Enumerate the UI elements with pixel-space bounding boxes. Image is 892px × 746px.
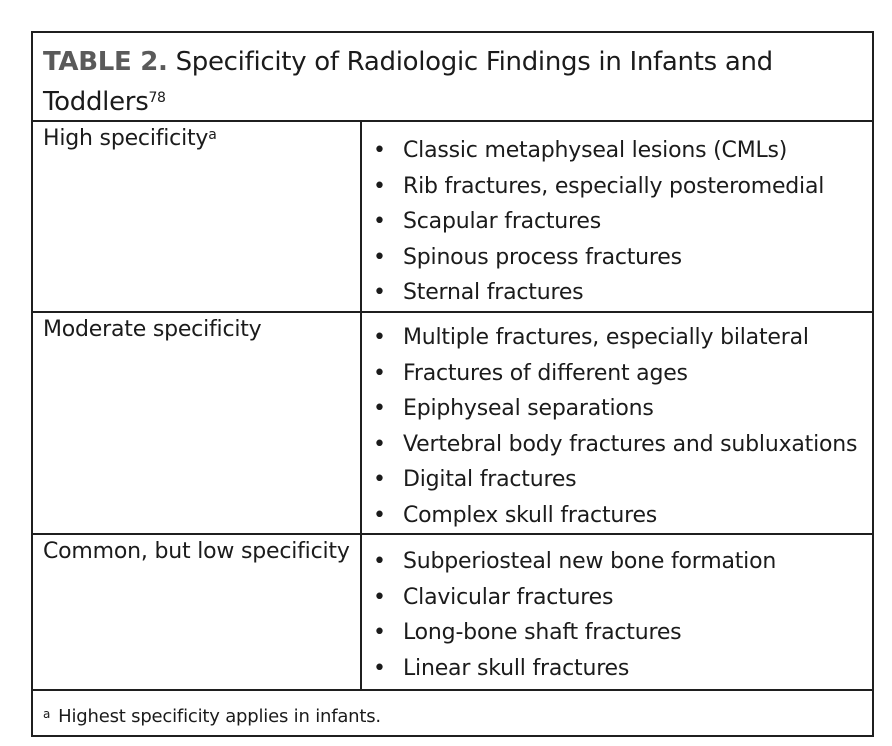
table-footnote bbox=[43, 705, 381, 729]
row-category bbox=[43, 317, 262, 343]
row-category bbox=[43, 539, 350, 565]
finding-text: Complex skull fractures bbox=[403, 502, 658, 528]
bullet-icon: • bbox=[373, 431, 386, 457]
bullet-icon: • bbox=[373, 209, 386, 234]
bullet-icon: • bbox=[373, 549, 386, 574]
table-row bbox=[33, 535, 872, 691]
table-title-line2-wrap bbox=[43, 87, 166, 117]
table-label: TABLE 2. bbox=[43, 47, 168, 77]
bullet-icon: • bbox=[373, 280, 386, 305]
finding-text: Sternal fractures bbox=[403, 280, 584, 305]
bullet-icon: • bbox=[373, 584, 386, 610]
finding-text: Subperiosteal new bone formation bbox=[403, 549, 777, 574]
footnote-text: Highest specificity applies in infants. bbox=[58, 706, 381, 727]
table-title-line2: Toddlers bbox=[43, 87, 149, 117]
finding-text: Vertebral body fractures and subluxations bbox=[403, 431, 858, 457]
column-divider bbox=[360, 122, 362, 311]
bullet-icon: • bbox=[373, 620, 386, 645]
table-title bbox=[43, 47, 773, 77]
finding-text: Multiple fractures, especially bilateral bbox=[403, 325, 809, 350]
table-title-line1: Specificity of Radiologic Findings in Infants and bbox=[175, 47, 773, 77]
finding-text: Long-bone shaft fractures bbox=[403, 620, 682, 645]
findings-table bbox=[31, 31, 874, 737]
bullet-icon: • bbox=[373, 502, 386, 528]
category-label: Common, but low specificity bbox=[43, 539, 350, 564]
bullet-icon: • bbox=[373, 360, 386, 386]
finding-text: Rib fractures, especially posteromedial bbox=[403, 173, 825, 199]
bullet-icon: • bbox=[373, 244, 386, 270]
finding-text: Linear skull fractures bbox=[403, 655, 630, 681]
footnote-mark: a bbox=[43, 707, 51, 721]
bullet-icon: • bbox=[373, 173, 386, 199]
bullet-icon: • bbox=[373, 396, 386, 421]
finding-text: Fractures of different ages bbox=[403, 360, 688, 386]
footnote-marker: a bbox=[208, 127, 217, 143]
title-reference: 78 bbox=[148, 90, 166, 106]
finding-text: Digital fractures bbox=[403, 467, 577, 492]
finding-text: Spinous process fractures bbox=[403, 244, 682, 270]
column-divider bbox=[360, 535, 362, 689]
row-category bbox=[43, 126, 217, 152]
table-row bbox=[33, 313, 872, 535]
category-label: Moderate specificity bbox=[43, 317, 262, 342]
finding-text: Scapular fractures bbox=[403, 209, 601, 234]
bullet-icon: • bbox=[373, 467, 386, 492]
finding-text: Classic metaphyseal lesions (CMLs) bbox=[403, 138, 788, 163]
finding-text: Epiphyseal separations bbox=[403, 396, 654, 421]
bullet-icon: • bbox=[373, 325, 386, 350]
category-label: High specificity bbox=[43, 126, 209, 151]
bullet-icon: • bbox=[373, 138, 386, 163]
table-header bbox=[33, 33, 872, 122]
finding-text: Clavicular fractures bbox=[403, 584, 614, 610]
column-divider bbox=[360, 313, 362, 533]
table-row bbox=[33, 122, 872, 313]
bullet-icon: • bbox=[373, 655, 386, 681]
